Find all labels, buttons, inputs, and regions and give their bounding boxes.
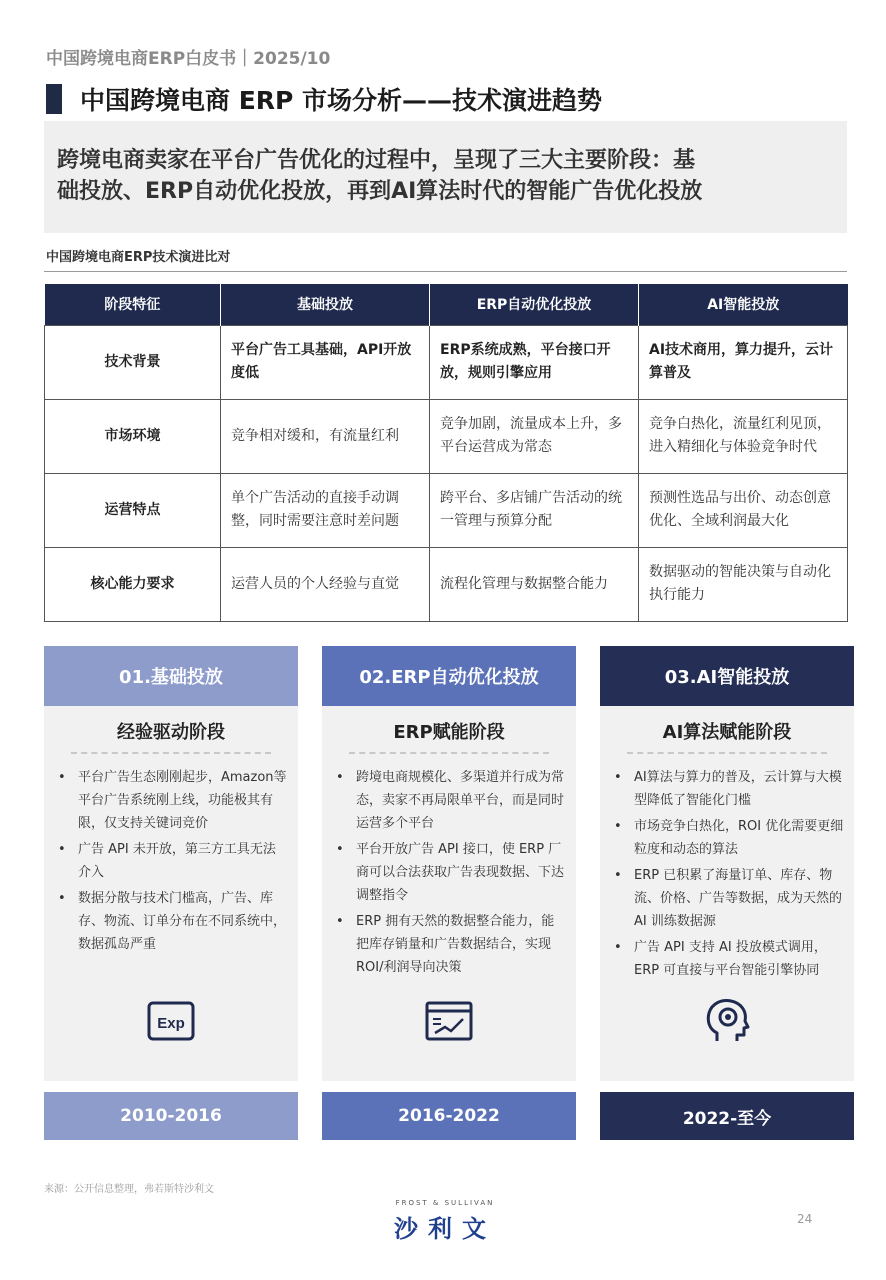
- caption-divider: [44, 271, 847, 272]
- brand-logo: [380, 1199, 510, 1244]
- table-cell: 运营人员的个人经验与直觉: [221, 547, 430, 621]
- stage-title: 01.基础投放: [44, 646, 298, 706]
- stage-body: [44, 706, 298, 1081]
- table-header-row: [45, 284, 848, 325]
- brand-chinese: 沙利文: [394, 1215, 496, 1243]
- table-header-cell: ERP自动优化投放: [430, 284, 639, 325]
- page-title: 中国跨境电商 ERP 市场分析——技术演进趋势: [80, 86, 603, 115]
- comparison-table: [44, 284, 848, 622]
- stage-period: 2010-2016: [44, 1092, 298, 1140]
- table-row: [45, 473, 848, 547]
- row-label: 市场环境: [45, 399, 221, 473]
- summary-line-2: 础投放、ERP自动优化投放，再到AI算法时代的智能广告优化投放: [57, 179, 703, 204]
- stage-card-basic: [44, 646, 298, 1140]
- table-cell: 竞争白热化，流量红利见顶，进入精细化与体验竞争时代: [639, 399, 848, 473]
- list-item: • 平台开放广告 API 接口，使 ERP 厂商可以合法获取广告表现数据、下达调整指令: [332, 838, 566, 907]
- table-cell: 竞争加剧，流量成本上升，多平台运营成为常态: [430, 399, 639, 473]
- table-header-cell: 阶段特征: [45, 284, 221, 325]
- list-item: • 广告 API 未开放，第三方工具无法介入: [54, 838, 288, 884]
- exp-icon: [143, 993, 199, 1049]
- table-cell: ERP系统成熟，平台接口开放，规则引擎应用: [430, 325, 639, 399]
- stage-period: 2022-至今: [600, 1092, 854, 1140]
- source-note: 来源：公开信息整理，弗若斯特沙利文: [44, 1184, 214, 1195]
- bullet-list: [332, 766, 566, 979]
- stage-body: [322, 706, 576, 1081]
- title-accent-bar: [46, 84, 62, 114]
- brand-english: FROST & SULLIVAN: [395, 1199, 495, 1207]
- dashed-divider: [349, 752, 549, 754]
- summary-line-1: 跨境电商卖家在平台广告优化的过程中，呈现了三大主要阶段：基: [57, 148, 696, 173]
- document-header: 中国跨境电商ERP白皮书｜2025/10: [46, 49, 331, 69]
- bullet-list: [54, 766, 288, 956]
- table-header-cell: AI智能投放: [639, 284, 848, 325]
- page-number: 24: [797, 1212, 813, 1226]
- table-cell: AI技术商用，算力提升，云计算普及: [639, 325, 848, 399]
- list-item: • AI算法与算力的普及，云计算与大模型降低了智能化门槛: [610, 766, 844, 812]
- list-item: • ERP 已积累了海量订单、库存、物流、价格、广告等数据，成为天然的 AI 训练数据源: [610, 864, 844, 933]
- stage-subtitle: ERP赋能阶段: [393, 722, 505, 743]
- stage-title: 03.AI智能投放: [600, 646, 854, 706]
- table-cell: 跨平台、多店铺广告活动的统一管理与预算分配: [430, 473, 639, 547]
- page-title-row: [46, 83, 602, 115]
- stage-card-erp: [322, 646, 576, 1140]
- table-cell: 竞争相对缓和，有流量红利: [221, 399, 430, 473]
- table-header-cell: 基础投放: [221, 284, 430, 325]
- table-row: [45, 325, 848, 399]
- table-caption: 中国跨境电商ERP技术演进比对: [46, 250, 231, 265]
- stage-period: 2016-2022: [322, 1092, 576, 1140]
- table-cell: 单个广告活动的直接手动调整，同时需要注意时差问题: [221, 473, 430, 547]
- summary-box: [44, 121, 847, 233]
- table-row: [45, 399, 848, 473]
- stage-subtitle: 经验驱动阶段: [117, 722, 225, 743]
- table-cell: 预测性选品与出价、动态创意优化、全域利润最大化: [639, 473, 848, 547]
- row-label: 核心能力要求: [45, 547, 221, 621]
- list-item: • 平台广告生态刚刚起步，Amazon等平台广告系统刚上线，功能极其有限，仅支持关键词竞价: [54, 766, 288, 835]
- row-label: 运营特点: [45, 473, 221, 547]
- stage-title: 02.ERP自动优化投放: [322, 646, 576, 706]
- list-item: • 跨境电商规模化、多渠道并行成为常态，卖家不再局限单平台，而是同时运营多个平台: [332, 766, 566, 835]
- list-item: • 数据分散与技术门槛高，广告、库存、物流、订单分布在不同系统中，数据孤岛严重: [54, 887, 288, 956]
- table-cell: 数据驱动的智能决策与自动化执行能力: [639, 547, 848, 621]
- list-item: • ERP 拥有天然的数据整合能力，能把库存销量和广告数据结合，实现 ROI/利润导向决策: [332, 910, 566, 979]
- row-label: 技术背景: [45, 325, 221, 399]
- stage-body: [600, 706, 854, 1081]
- table-cell: 平台广告工具基础，API开放度低: [221, 325, 430, 399]
- dashed-divider: [627, 752, 827, 754]
- svg-text:Exp: Exp: [157, 1015, 185, 1032]
- ai-head-icon: [699, 993, 755, 1049]
- list-item: • 广告 API 支持 AI 投放模式调用，ERP 可直接与平台智能引擎协同: [610, 936, 844, 982]
- chart-icon: [421, 993, 477, 1049]
- stage-card-ai: [600, 646, 854, 1140]
- table-cell: 流程化管理与数据整合能力: [430, 547, 639, 621]
- bullet-list: [610, 766, 844, 982]
- dashed-divider: [71, 752, 271, 754]
- list-item: • 市场竞争白热化，ROI 优化需要更细粒度和动态的算法: [610, 815, 844, 861]
- stage-subtitle: AI算法赋能阶段: [662, 722, 792, 743]
- table-row: [45, 547, 848, 621]
